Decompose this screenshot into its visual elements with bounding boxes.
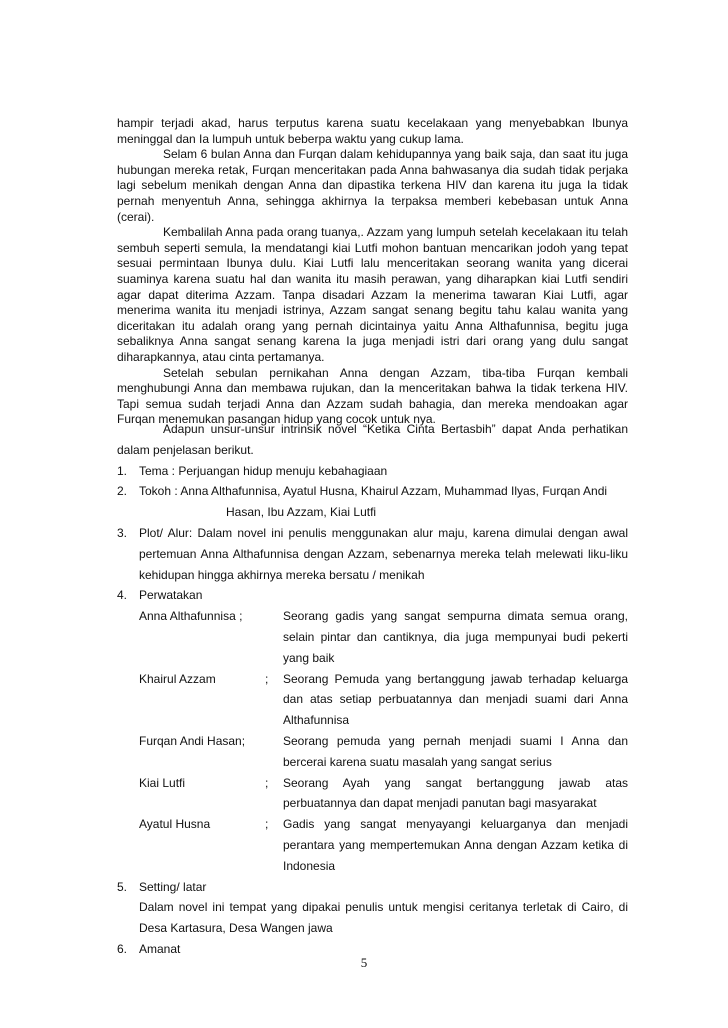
character-name: Furqan Andi Hasan; (139, 733, 246, 748)
page-number: 5 (360, 955, 368, 970)
character-description: Gadis yang sangat menyayangi keluarganya dan menjadi perantara yang mempertemukan Anna dengan Azzam ketika di Indonesia (283, 817, 628, 873)
summary-paragraph: Selam 6 bulan Anna dan Furqan dalam kehidupannya yang baik saja, dan saat itu juga hubungan mereka retak, Furqan menceritakan pada Anna bahwasanya dia sudah tidak perjaka lagi sebelum menikah dengan Anna dan dipastika terkena HIV dan karena itu juga Ia tidak pernah menyentuh Anna, sehingga akhirnya Ia terpaksa memberi kebebasan untuk Anna (cerai). (117, 147, 628, 224)
list-item-tokoh (117, 481, 628, 523)
list-item-plot (117, 523, 628, 585)
intro-paragraph: Adapun unsur-unsur intrinsik novel “Ketika Cinta Bertasbih” dapat Anda perhatikan dalam penjelasan berikut. (117, 422, 628, 457)
character-row (117, 773, 628, 815)
summary-paragraph: Setelah sebulan pernikahan Anna dengan Azzam, tiba-tiba Furqan kembali menghubungi Anna dan membawa rujukan, dan Ia menceritakan bahwa Ia tidak terkena HIV. Tapi semua sudah terjadi Anna dan Azzam sudah bahagia, dan mereka mendoakan agar Furqan menemukan pasangan hidup yang cocok untuk nya. (117, 365, 628, 427)
character-name: Anna Althafunnisa ; (139, 609, 243, 624)
character-name: Khairul Azzam (139, 671, 216, 686)
summary-paragraph: Kembalilah Anna pada orang tuanya,. Azzam yang lumpuh setelah kecelakaan itu telah sembuh seperti semula, Ia mendatangi kiai Lutfi mohon bantuan mencarikan jodoh yang tepat sesuai permintaan Ibunya dulu. Kiai Lutfi lalu menceritakan seorang wanita yang dicerai suaminya karena suatu hal dan wanita itu masih perawan, yang diharapkan kiai Lutfi sendiri agar dapat diterima Azzam. Tanpa disadari Azzam Ia menerima tawaran Kiai Lutfi, agar menerima wanita itu menjadi istrinya, Azzam sangat senang begitu tahu kalau wanita yang diceritakan itu adalah orang yang pernah dicintainya yaitu Anna Althafunnisa, begitu juga sebaliknya Anna sangat senang karena Ia juga menjadi istri dari orang yang dulu sangat diharapkannya, atau cinta pertamanya. (117, 225, 628, 364)
list-number: 3. (117, 525, 128, 540)
character-row (117, 606, 628, 668)
list-number: 6. (117, 941, 128, 956)
character-separator: ; (265, 817, 269, 832)
tema-text: Tema : Perjuangan hidup menuju kebahagiaan (139, 463, 388, 478)
character-separator (265, 606, 283, 668)
character-name: Kiai Lutfi (139, 775, 186, 790)
list-number: 4. (117, 588, 128, 603)
setting-text: Dalam novel ini tempat yang dipakai penulis untuk mengisi ceritanya terletak di Cairo, di Desa Kartasura, Desa Wangen jawa (139, 900, 628, 936)
tokoh-text: Tokoh : Anna Althafunnisa, Ayatul Husna, Khairul Azzam, Muhammad Ilyas, Furqan Andi (139, 484, 608, 499)
character-description: Seorang Ayah yang sangat bertanggung jawab atas perbuatannya dan dapat menjadi panutan bagi masyarakat (283, 775, 628, 811)
character-separator (265, 731, 283, 773)
plot-text: Plot/ Alur: Dalam novel ini penulis menggunakan alur maju, karena dimulai dengan awal pertemuan Anna Althafunnisa dengan Azzam, sebenarnya mereka telah melewati liku-liku kehidupan hingga akhirnya mereka bersatu / menikah (139, 525, 628, 582)
list-number: 1. (117, 463, 128, 478)
setting-title: Setting/ latar (139, 879, 207, 894)
character-row (117, 669, 628, 731)
character-name: Ayatul Husna (139, 817, 211, 832)
story-summary (117, 116, 628, 428)
character-row (117, 731, 628, 773)
character-separator: ; (265, 775, 269, 790)
tokoh-continuation: Hasan, Ibu Azzam, Kiai Lutfi (226, 505, 377, 520)
list-number: 5. (117, 879, 128, 894)
list-item-setting (117, 877, 628, 939)
summary-paragraph: hampir terjadi akad, harus terputus karena suatu kecelakaan yang menyebabkan Ibunya meninggal dan Ia lumpuh untuk beberpa waktu yang cukup lama. (117, 116, 628, 146)
list-item-tema (117, 461, 628, 482)
character-description: Seorang gadis yang sangat sempurna dimata semua orang, selain pintar dan cantiknya, dia juga mempunyai budi pekerti yang baik (283, 609, 628, 665)
character-description: Seorang pemuda yang pernah menjadi suami I Anna dan bercerai karena suatu masalah yang sangat serius (283, 733, 628, 769)
intrinsic-elements-section (117, 419, 628, 960)
list-number: 2. (117, 484, 128, 499)
list-item-perwatakan (117, 585, 628, 606)
amanat-title: Amanat (139, 941, 181, 956)
perwatakan-title: Perwatakan (139, 588, 203, 603)
character-description: Seorang Pemuda yang bertanggung jawab terhadap keluarga dan atas setiap perbuatannya dan menjadi suami dari Anna Althafunnisa (283, 671, 628, 728)
character-row (117, 814, 628, 876)
character-separator: ; (265, 671, 269, 686)
